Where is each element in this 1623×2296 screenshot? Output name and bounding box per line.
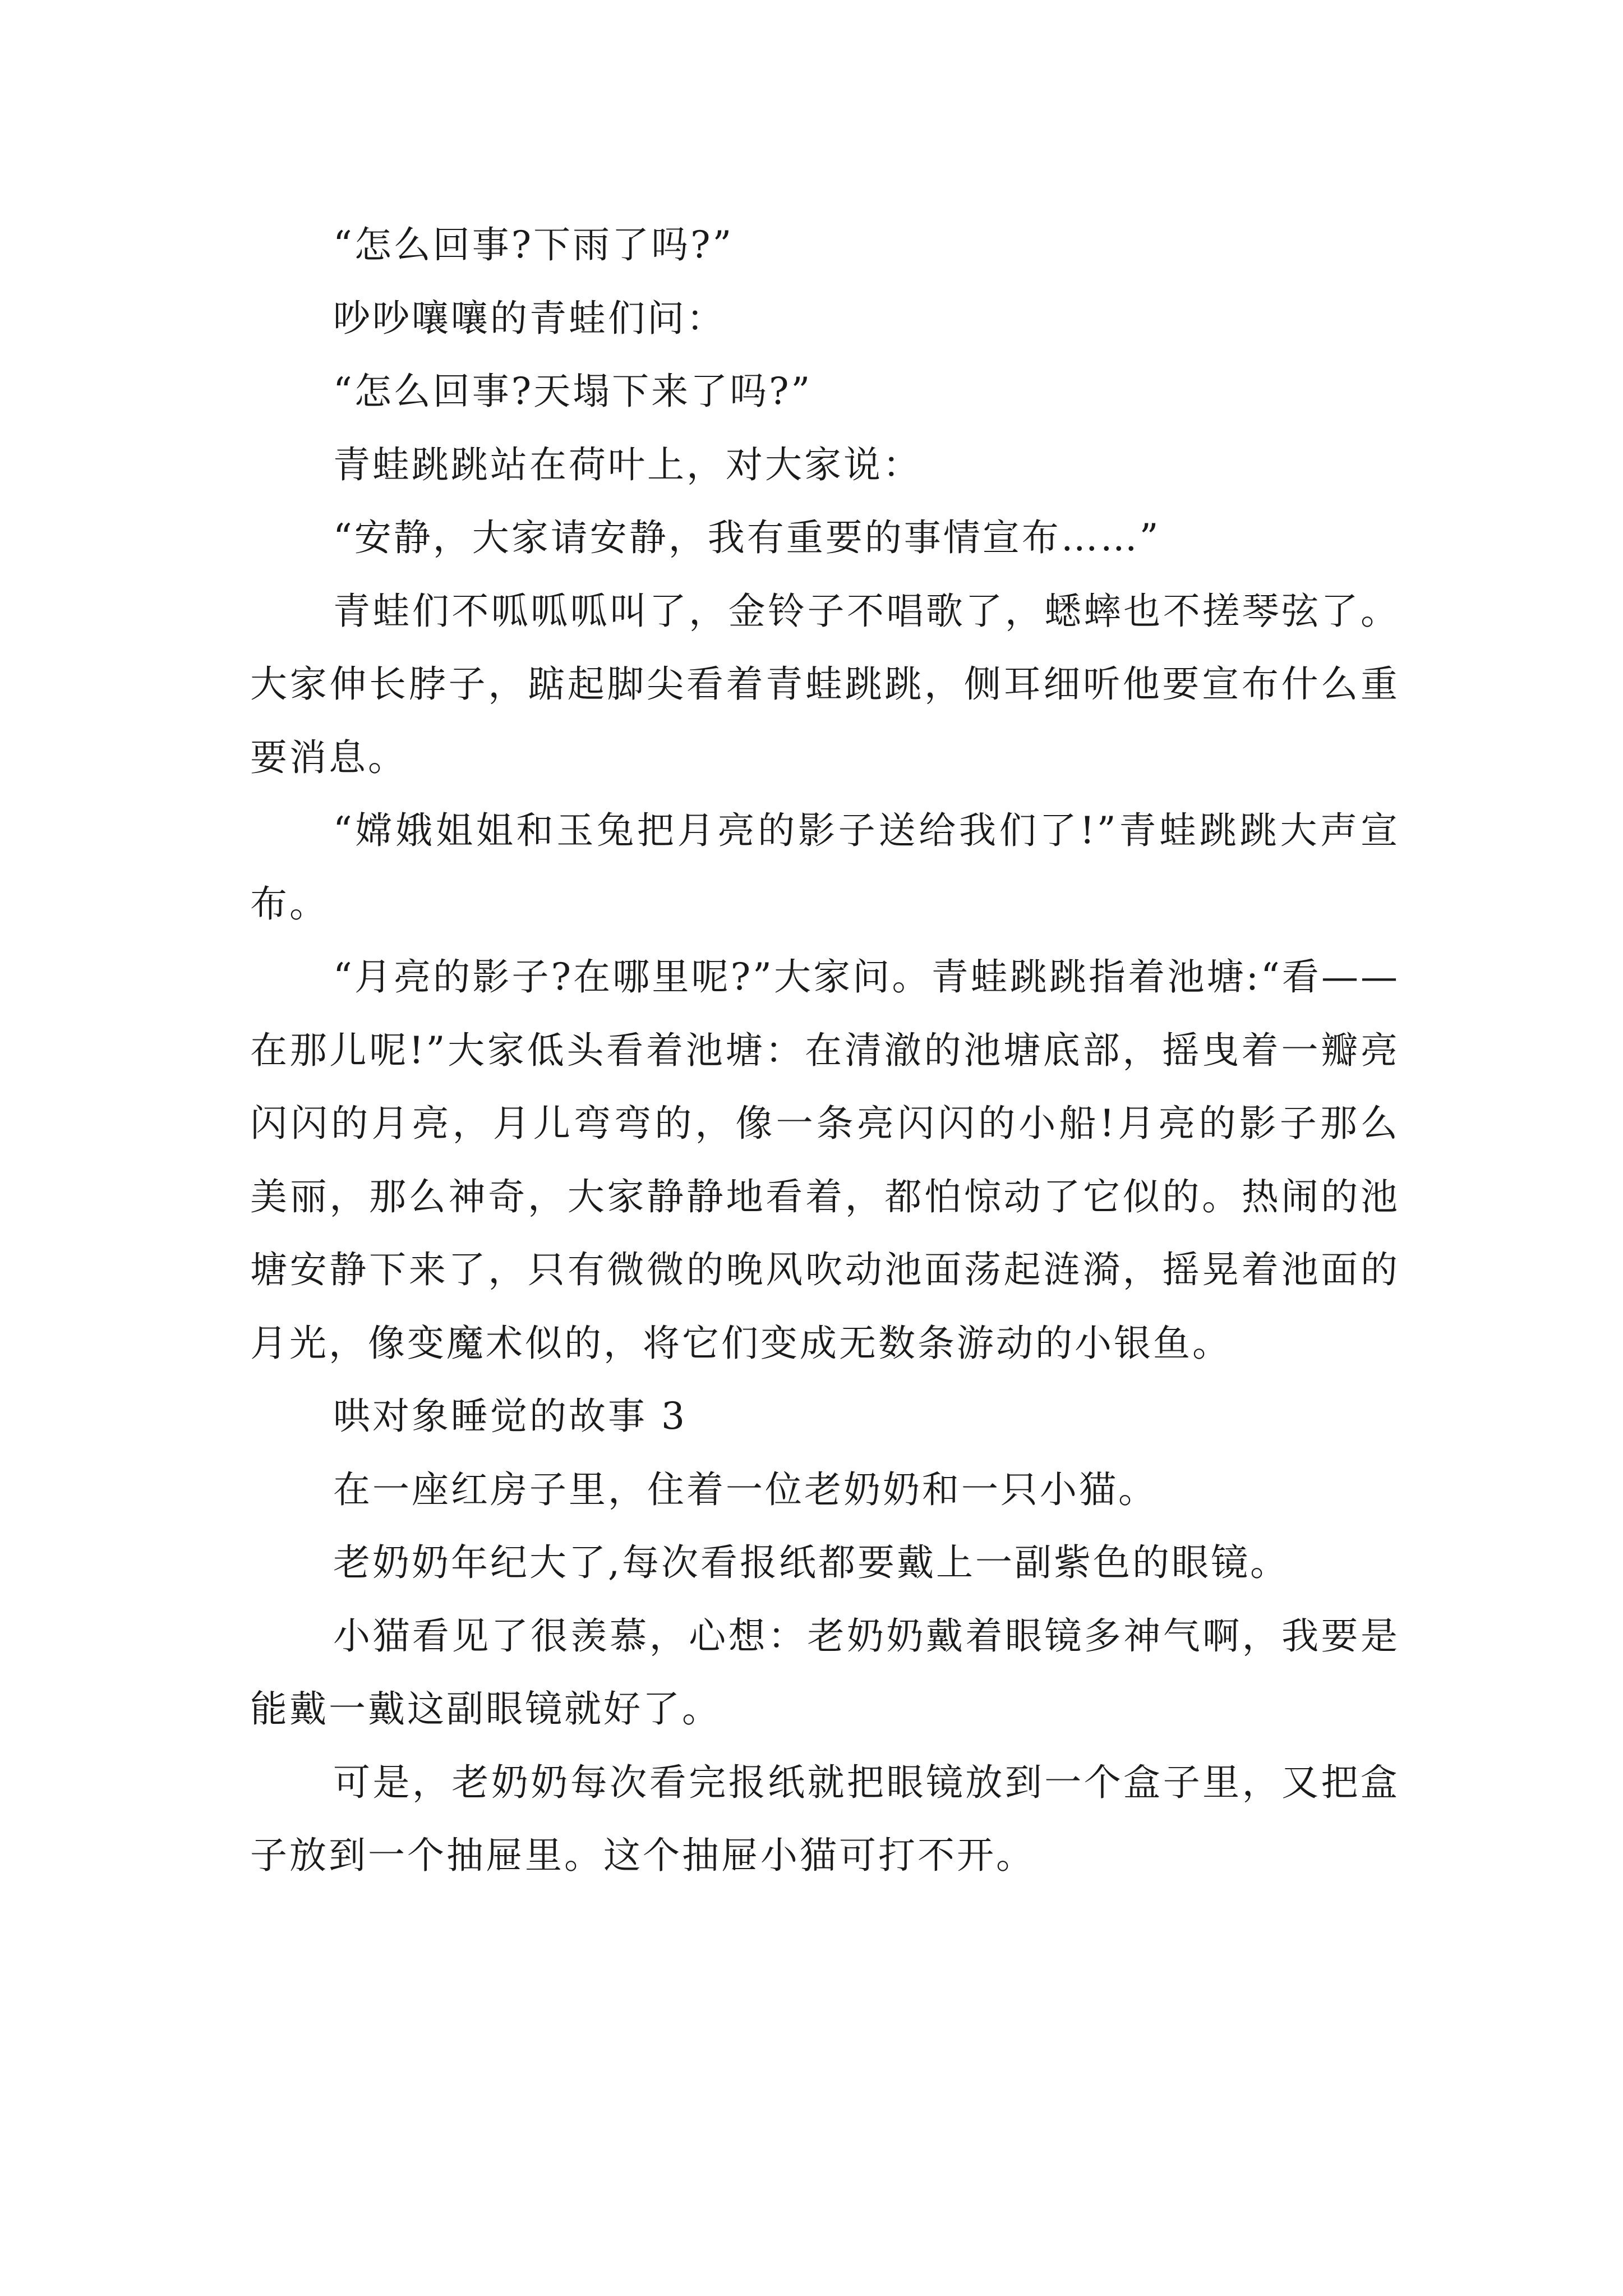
paragraph: 青蛙们不呱呱呱叫了，金铃子不唱歌了，蟋蟀也不搓琴弦了。大家伸长脖子，踮起脚尖看着青蛙跳跳，侧耳细听他要宣布什么重要消息。 — [250, 589, 1400, 779]
paragraph: “嫦娥姐姐和玉兔把月亮的影子送给我们了!”青蛙跳跳大声宣布。 — [250, 809, 1400, 926]
paragraph: “怎么回事?下雨了吗?” — [333, 223, 734, 266]
paragraph: 青蛙跳跳站在荷叶上，对大家说： — [333, 443, 922, 486]
paragraph: 小猫看见了很羡慕，心想：老奶奶戴着眼镜多神气啊，我要是能戴一戴这副眼镜就好了。 — [250, 1614, 1400, 1731]
story-heading: 哄对象睡觉的故事 3 — [333, 1395, 687, 1438]
paragraph: 可是，老奶奶每次看完报纸就把眼镜放到一个盒子里，又把盒子放到一个抽屉里。这个抽屉小猫可打不开。 — [250, 1760, 1400, 1877]
paragraph: “安静，大家请安静，我有重要的事情宣布……” — [333, 516, 1161, 559]
paragraph: 在一座红房子里，住着一位老奶奶和一只小猫。 — [333, 1467, 1158, 1511]
paragraph: “月亮的影子?在哪里呢?”大家问。青蛙跳跳指着池塘:“看——在那儿呢!”大家低头看着池塘：在清澈的池塘底部，摇曳着一瓣亮闪闪的月亮，月儿弯弯的，像一条亮闪闪的小船!月亮的影子那么美丽，那么神奇，大家静静地看着，都怕惊动了它似的。热闹的池塘安静下来了，只有微微的晚风吹动池面荡起涟漪，摇晃着池面的月光，像变魔术似的，将它们变成无数条游动的小银鱼。 — [250, 955, 1400, 1365]
paragraph: “怎么回事?天塌下来了吗?” — [333, 370, 813, 413]
paragraph: 老奶奶年纪大了,每次看报纸都要戴上一副紫色的眼镜。 — [333, 1541, 1289, 1584]
body-text — [250, 209, 1400, 1893]
paragraph: 吵吵嚷嚷的青蛙们问： — [333, 296, 726, 340]
